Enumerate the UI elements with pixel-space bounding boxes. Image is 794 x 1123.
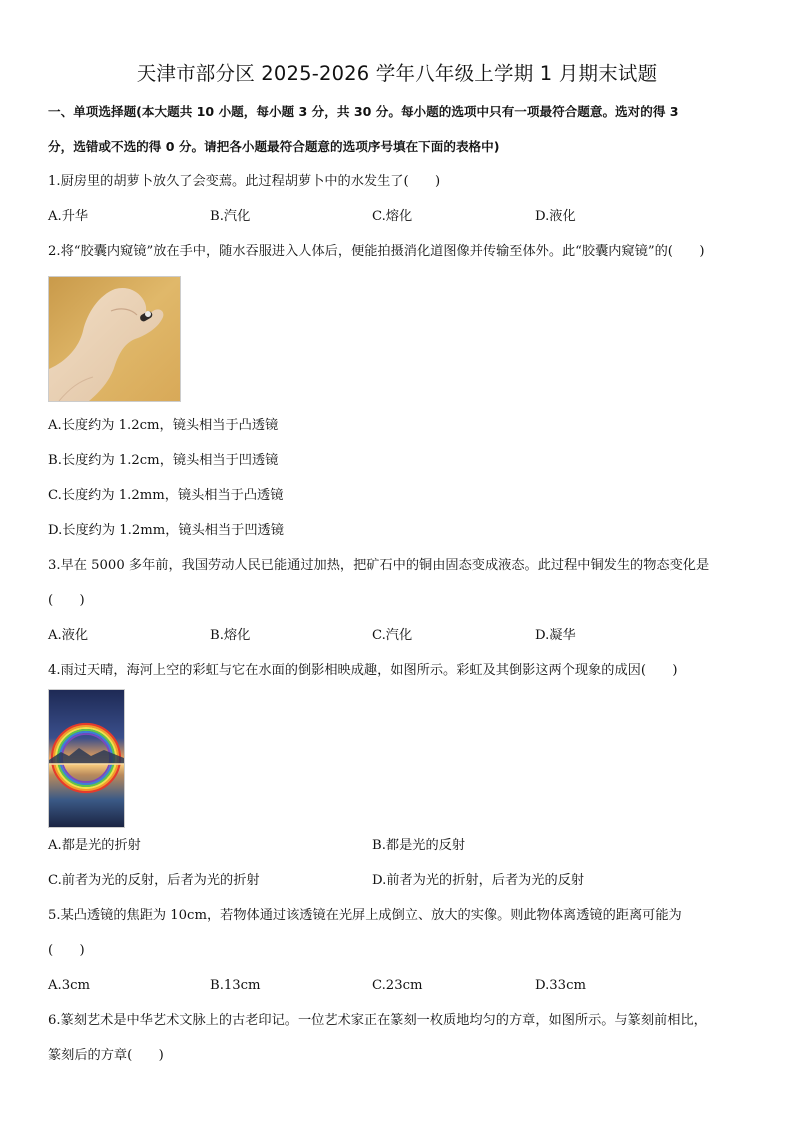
- q3-option-a: A.液化: [48, 628, 89, 643]
- q2-option-d: D.长度约为 1.2mm，镜头相当于凹透镜: [48, 523, 284, 538]
- capsule-endoscope-photo: [48, 276, 181, 402]
- question-6-stem-line2: 篆刻后的方章( ): [48, 1048, 164, 1063]
- section-instructions-line1: 一、单项选择题(本大题共 10 小题，每小题 3 分，共 30 分。每小题的选项中只有一项最符合题意。选对的得 3: [48, 104, 679, 119]
- q2-option-a: A.长度约为 1.2cm，镜头相当于凸透镜: [48, 418, 279, 433]
- q5-option-c: C.23cm: [372, 978, 423, 993]
- question-4-stem: 4.雨过天晴，海河上空的彩虹与它在水面的倒影相映成趣，如图所示。彩虹及其倒影这两个现象的成因( ): [48, 663, 678, 678]
- q4-option-d: D.前者为光的折射，后者为光的反射: [372, 873, 585, 888]
- question-3-stem-line1: 3.早在 5000 多年前，我国劳动人民已能通过加热，把矿石中的铜由固态变成液态。此过程中铜发生的物态变化是: [48, 558, 710, 573]
- q3-option-b: B.熔化: [210, 628, 251, 643]
- section-instructions-line2: 分，选错或不选的得 0 分。请把各小题最符合题意的选项序号填在下面的表格中): [48, 139, 500, 154]
- q4-option-a: A.都是光的折射: [48, 838, 141, 853]
- q5-option-b: B.13cm: [210, 978, 261, 993]
- q5-option-d: D.33cm: [535, 978, 586, 993]
- q4-option-c: C.前者为光的反射，后者为光的折射: [48, 873, 260, 888]
- q5-option-a: A.3cm: [48, 978, 90, 993]
- q3-option-d: D.凝华: [535, 628, 576, 643]
- question-5-stem-line1: 5.某凸透镜的焦距为 10cm，若物体通过该透镜在光屏上成倒立、放大的实像。则此物体离透镜的距离可能为: [48, 908, 682, 923]
- rainbow-reflection-photo: [48, 689, 125, 828]
- question-6-stem-line1: 6.篆刻艺术是中华艺术文脉上的古老印记。一位艺术家正在篆刻一枚质地均匀的方章，如图所示。与篆刻前相比，: [48, 1013, 707, 1028]
- q2-option-b: B.长度约为 1.2cm，镜头相当于凹透镜: [48, 453, 279, 468]
- question-5-stem-line2: ( ): [48, 943, 85, 958]
- question-2-stem: 2.将“胶囊内窥镜”放在手中，随水吞服进入人体后，便能拍摄消化道图像并传输至体外。此“胶囊内窥镜”的( ): [48, 244, 705, 259]
- q2-option-c: C.长度约为 1.2mm，镜头相当于凸透镜: [48, 488, 284, 503]
- question-3-stem-line2: ( ): [48, 593, 85, 608]
- q1-option-a: A.升华: [48, 209, 89, 224]
- q1-option-b: B.汽化: [210, 209, 251, 224]
- exam-title: 天津市部分区 2025-2026 学年八年级上学期 1 月期末试题: [136, 62, 658, 85]
- q4-option-b: B.都是光的反射: [372, 838, 466, 853]
- question-1-stem: 1.厨房里的胡萝卜放久了会变蔫。此过程胡萝卜中的水发生了( ): [48, 174, 441, 189]
- q1-option-d: D.液化: [535, 209, 576, 224]
- q1-option-c: C.熔化: [372, 209, 413, 224]
- q3-option-c: C.汽化: [372, 628, 413, 643]
